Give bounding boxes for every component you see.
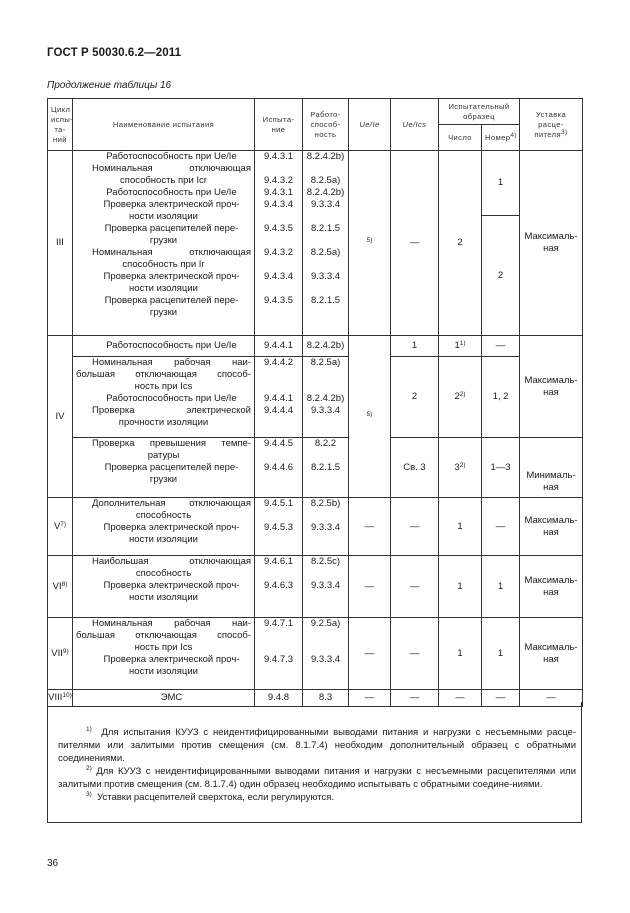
cycle-4-r3-name: Проверка превышения темпе- ратуры Проверка расцепителей пере- грузки	[73, 438, 255, 498]
cycle-6-count: 1	[439, 556, 482, 618]
cycle-4-setting-min: Минималь- ная	[520, 438, 583, 498]
cycle-4-r2-count: 2	[391, 357, 439, 438]
cycle-5-label: $V^{7)}$	[48, 498, 73, 556]
cycle-8-ue-ics: —	[391, 690, 439, 707]
cycle-4-r2-extra: 1, 2	[482, 357, 520, 438]
cycle-4-label: IV	[48, 336, 73, 498]
cycle-7-row	[48, 618, 583, 690]
cycle-3-line: ности изоляции	[129, 283, 198, 294]
col-header-sample: Испытательный образец	[439, 99, 520, 125]
cycle-4-r1-name: Работоспособность при Ue/Ie	[73, 336, 255, 357]
cycle-3-test-refs: 9.4.3.1 9.4.3.2 9.4.3.1 9.4.3.4 9.4.3.5 9.4.3.2 9.4.3.4 9.4.3.5	[255, 151, 303, 336]
cycle-6-label: VI$^{8)}$	[48, 556, 73, 618]
cycle-4-r1-count: 1	[391, 336, 439, 357]
cycle-3-line: способность при Icr	[120, 175, 207, 186]
cycle-7-setting: Максималь- ная	[520, 618, 583, 690]
col-header-number: Номер4)	[482, 125, 520, 151]
cycle-7-count: 1	[439, 618, 482, 690]
cycle-5-ue-ics: —	[391, 498, 439, 556]
document-header: ГОСТ Р 50030.6.2—2011	[47, 47, 182, 59]
cycle-7-ue-ics: —	[391, 618, 439, 690]
col-header-test: Испыта- ние	[255, 99, 303, 151]
cycle-3-number-b: 2	[482, 216, 520, 336]
cycle-3-line: грузки	[149, 235, 178, 246]
cycle-5-row	[48, 498, 583, 556]
cycle-4-r2-tests: 9.4.4.2 9.4.4.1 9.4.4.4	[255, 357, 303, 438]
cycle-4-r3-tests: 9.4.4.5 9.4.4.6	[255, 438, 303, 498]
cycle-3-label: III	[48, 151, 73, 336]
cycle-4-r1-number: 1$^{1)}$	[439, 336, 482, 357]
cycle-8-count: —	[439, 690, 482, 707]
cycle-3-perf-refs: 8.2.4.2b) 8.2.5а) 8.2.4.2b) 9.3.3.4 8.2.1.5 8.2.5а) 9.3.3.4 8.2.1.5	[303, 151, 349, 336]
cycle-7-ue-ie: —	[349, 618, 391, 690]
test-sequence-table	[47, 98, 583, 707]
cycle-8-number: —	[482, 690, 520, 707]
cycle-8-setting: —	[520, 690, 583, 707]
table-footnotes	[47, 702, 582, 823]
cycle-4-r1-extra: —	[482, 336, 520, 357]
cycle-6-tests: Наибольшая отключающая способность Проверка электрической проч- ности изоляции	[73, 556, 255, 618]
cycle-3-ue-ie: 5)	[349, 151, 391, 336]
cycle-8-label: VIII$^{10)}$	[48, 690, 73, 707]
cycle-3-row-a	[48, 151, 583, 216]
cycle-8-test: 9.4.8	[255, 690, 303, 707]
cycle-3-line: Проверка электрической проч-	[103, 271, 240, 282]
col-header-ue-ics: Ue/Ics	[391, 99, 439, 151]
cycle-4-setting-max: Максималь- ная	[520, 336, 583, 438]
cycle-3-line: Номинальная отключающая	[92, 163, 251, 174]
cycle-5-setting: Максималь- ная	[520, 498, 583, 556]
cycle-3-line: Проверка расцепителей пере-	[104, 223, 239, 234]
cycle-7-number: 1	[482, 618, 520, 690]
cycle-3-line: ности изоляции	[129, 211, 198, 222]
cycle-7-tests: Номинальная рабочая наи- большая отключающая способ- ность при Ics Проверка электрической проч- ности изоляции	[73, 618, 255, 690]
cycle-4-row-1	[48, 336, 583, 357]
cycle-3-line: Проверка расцепителей пере-	[104, 295, 239, 306]
cycle-6-row	[48, 556, 583, 618]
cycle-6-ue-ie: —	[349, 556, 391, 618]
cycle-4-row-2	[48, 357, 583, 438]
cycle-3-setting: Максималь- ная	[520, 151, 583, 336]
cycle-6-number: 1	[482, 556, 520, 618]
cycle-6-ue-ics: —	[391, 556, 439, 618]
cycle-4-r1-test: 9.4.4.1	[255, 336, 303, 357]
cycle-3-line: Номинальная отключающая	[92, 247, 251, 258]
cycle-3-line: грузки	[149, 307, 178, 318]
cycle-4-r3-number: 3$^{2)}$	[439, 438, 482, 498]
footnote-1: $^{1)}$ Для испытания КУУЗ с неидентифицированными выводами питания и нагрузки с несъемными расце-пителями или залитыми против смещения (см. 8.1.7.4) необходим дополнительный образец с обратными соединениями.	[58, 726, 577, 764]
cycle-4-ue-ie: 5)	[349, 336, 391, 498]
cycle-8-ue-ie: —	[349, 690, 391, 707]
cycle-7-label: VII$^{9)}$	[48, 618, 73, 690]
cycle-4-r2-number: 2$^{2)}$	[439, 357, 482, 438]
cycle-3-line: способность при Ir	[122, 259, 205, 270]
cycle-3-count: 2	[439, 151, 482, 336]
cycle-5-number: —	[482, 498, 520, 556]
col-header-name: Наименование испытания	[73, 99, 255, 151]
cycle-4-row-3	[48, 438, 583, 498]
cycle-7-test-refs: 9.4.7.1 9.4.7.3	[255, 618, 303, 690]
cycle-4-r1-perf: 8.2.4.2b)	[303, 336, 349, 357]
cycle-6-test-refs: 9.4.6.1 9.4.6.3	[255, 556, 303, 618]
cycle-8-name: ЭМС	[73, 690, 255, 707]
cycle-4-r3-perfs: 8.2.2 8.2.1.5	[303, 438, 349, 498]
cycle-5-test-refs: 9.4.5.1 9.4.5.3	[255, 498, 303, 556]
cycle-4-r3-extra: 1—3	[482, 438, 520, 498]
col-header-count: Число	[439, 125, 482, 151]
cycle-4-r2-name: Номинальная рабочая наи- большая отключающая способ- ность при Ics Работоспособность при Ue/Ie Проверка электрической прочности изоляции	[73, 357, 255, 438]
cycle-3-tests	[73, 151, 255, 336]
col-header-setting: Уставка расце- пителя3)	[520, 99, 583, 151]
cycle-5-ue-ie: —	[349, 498, 391, 556]
cycle-6-perf-refs: 8.2.5с) 9.3.3.4	[303, 556, 349, 618]
cycle-3-line: Проверка электрической проч-	[103, 199, 240, 210]
cycle-5-tests: Дополнительная отключающая способность Проверка электрической проч- ности изоляции	[73, 498, 255, 556]
cycle-5-count: 1	[439, 498, 482, 556]
cycle-6-setting: Максималь- ная	[520, 556, 583, 618]
page-number: 36	[47, 858, 59, 869]
cycle-3-ue-ics: —	[391, 151, 439, 336]
col-header-cycle: Цикл испы- та- ний	[48, 99, 73, 151]
cycle-5-perf-refs: 8.2.5b) 9.3.3.4	[303, 498, 349, 556]
cycle-8-perf: 8.3	[303, 690, 349, 707]
cycle-7-perf-refs: 9.2.5а) 9.3.3.4	[303, 618, 349, 690]
footnote-3: $^{3)}$ Уставки расцепителей сверхтока, если регулируются.	[86, 791, 335, 803]
cycle-3-number-a: 1	[482, 151, 520, 216]
table-header-row-1	[48, 99, 583, 125]
cycle-4-r2-perfs: 8.2.5а) 8.2.4.2b) 9.3.3.4	[303, 357, 349, 438]
cycle-4-r3-count: Св. 3	[391, 438, 439, 498]
col-header-ue-ie: Ue/Ie	[349, 99, 391, 151]
cycle-3-line: Работоспособность при Ue/Ie	[106, 187, 237, 198]
cycle-3-line: Работоспособность при Ue/Ie	[106, 151, 237, 162]
table-continuation-caption: Продолжение таблицы 16	[47, 80, 172, 91]
col-header-performance: Работо- способ- ность	[303, 99, 349, 151]
footnote-2: $^{2)}$ Для КУУЗ с неидентифицированными выводами питания и нагрузки с несъемными расцепителями или залитыми против смещения (см. 8.1.7.4) один образец необходимо испытывать с обратными соедине-ниями.	[58, 765, 576, 790]
